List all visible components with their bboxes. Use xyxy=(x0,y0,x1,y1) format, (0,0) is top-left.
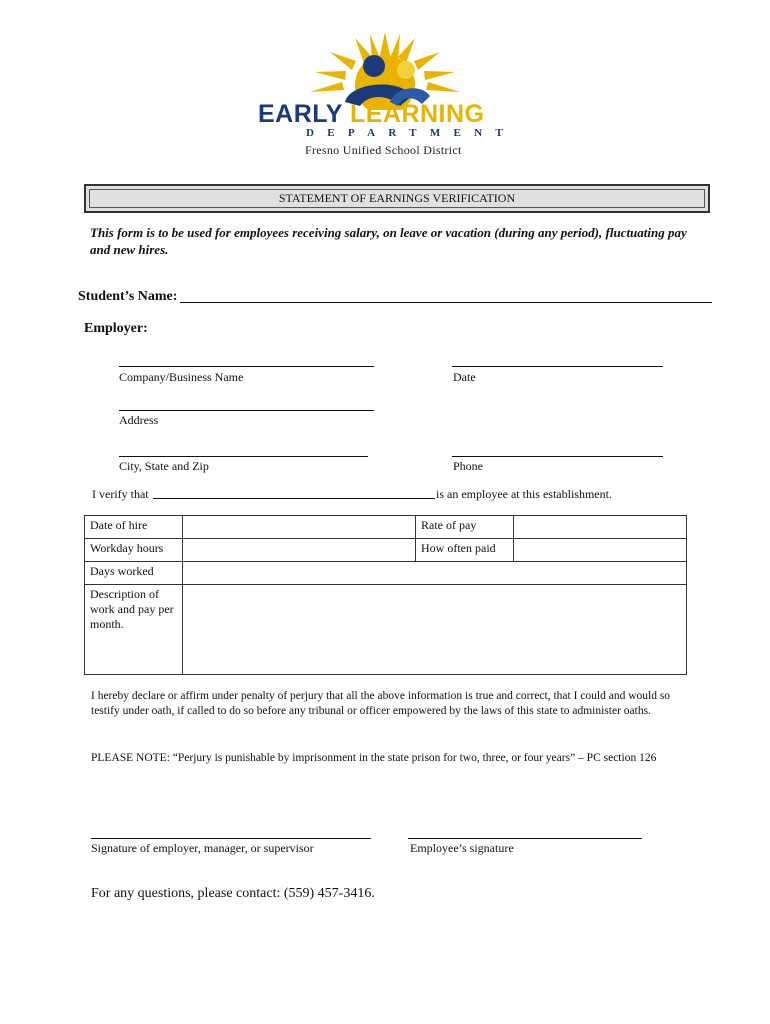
early-learning-logo xyxy=(250,30,520,160)
logo-department: DEPARTMENT xyxy=(306,127,517,139)
date-field[interactable] xyxy=(452,366,663,367)
days-worked-input[interactable] xyxy=(183,562,687,585)
description-label: Description of work and pay per month. xyxy=(85,585,183,675)
form-title-box xyxy=(84,184,710,213)
date-of-hire-label: Date of hire xyxy=(85,516,183,539)
phone-field[interactable] xyxy=(452,456,663,457)
phone-label: Phone xyxy=(453,459,483,473)
city-state-zip-field[interactable] xyxy=(119,456,368,457)
verify-suffix: is an employee at this establishment. xyxy=(436,487,612,501)
employee-name-field[interactable] xyxy=(153,498,435,499)
sun-children-icon xyxy=(250,30,520,110)
workday-hours-label: Workday hours xyxy=(85,539,183,562)
company-name-label: Company/Business Name xyxy=(119,370,244,384)
contact-info: For any questions, please contact: (559) 457-3416. xyxy=(91,886,375,901)
rate-of-pay-input[interactable] xyxy=(514,516,687,539)
employer-label: Employer: xyxy=(84,321,148,336)
employer-signature-label: Signature of employer, manager, or supervisor xyxy=(91,841,314,855)
date-label: Date xyxy=(453,370,476,384)
employee-signature-field[interactable] xyxy=(408,838,642,839)
form-title: STATEMENT OF EARNINGS VERIFICATION xyxy=(89,189,705,208)
logo-district: Fresno Unified School District xyxy=(305,143,462,157)
form-intro: This form is to be used for employees receiving salary, on leave or vacation (during any period), fluctuating pay and new hires. xyxy=(90,225,687,257)
perjury-declaration: I hereby declare or affirm under penalty of perjury that all the above information is true and correct, that I could and would so testify under oath, if called to do so before any tribunal or officer empowered by the laws of this state to administer oaths. xyxy=(91,690,671,717)
student-name-label: Student’s Name: xyxy=(78,289,178,304)
employee-signature-label: Employee’s signature xyxy=(410,841,514,855)
earnings-table xyxy=(84,515,687,675)
description-input[interactable] xyxy=(183,585,687,675)
workday-hours-input[interactable] xyxy=(183,539,416,562)
date-of-hire-input[interactable] xyxy=(183,516,416,539)
perjury-note: PLEASE NOTE: “Perjury is punishable by imprisonment in the state prison for two, three, or four years” – PC section 126 xyxy=(91,752,657,764)
logo-wordmark: EARLY LEARNING xyxy=(258,100,485,128)
how-often-paid-label: How often paid xyxy=(416,539,514,562)
employer-signature-field[interactable] xyxy=(91,838,371,839)
rate-of-pay-label: Rate of pay xyxy=(416,516,514,539)
how-often-paid-input[interactable] xyxy=(514,539,687,562)
company-name-field[interactable] xyxy=(119,366,374,367)
address-field[interactable] xyxy=(119,410,374,411)
address-label: Address xyxy=(119,413,159,427)
verify-prefix: I verify that xyxy=(92,487,149,501)
student-name-field[interactable] xyxy=(180,302,712,303)
city-state-zip-label: City, State and Zip xyxy=(119,459,209,473)
days-worked-label: Days worked xyxy=(85,562,183,585)
